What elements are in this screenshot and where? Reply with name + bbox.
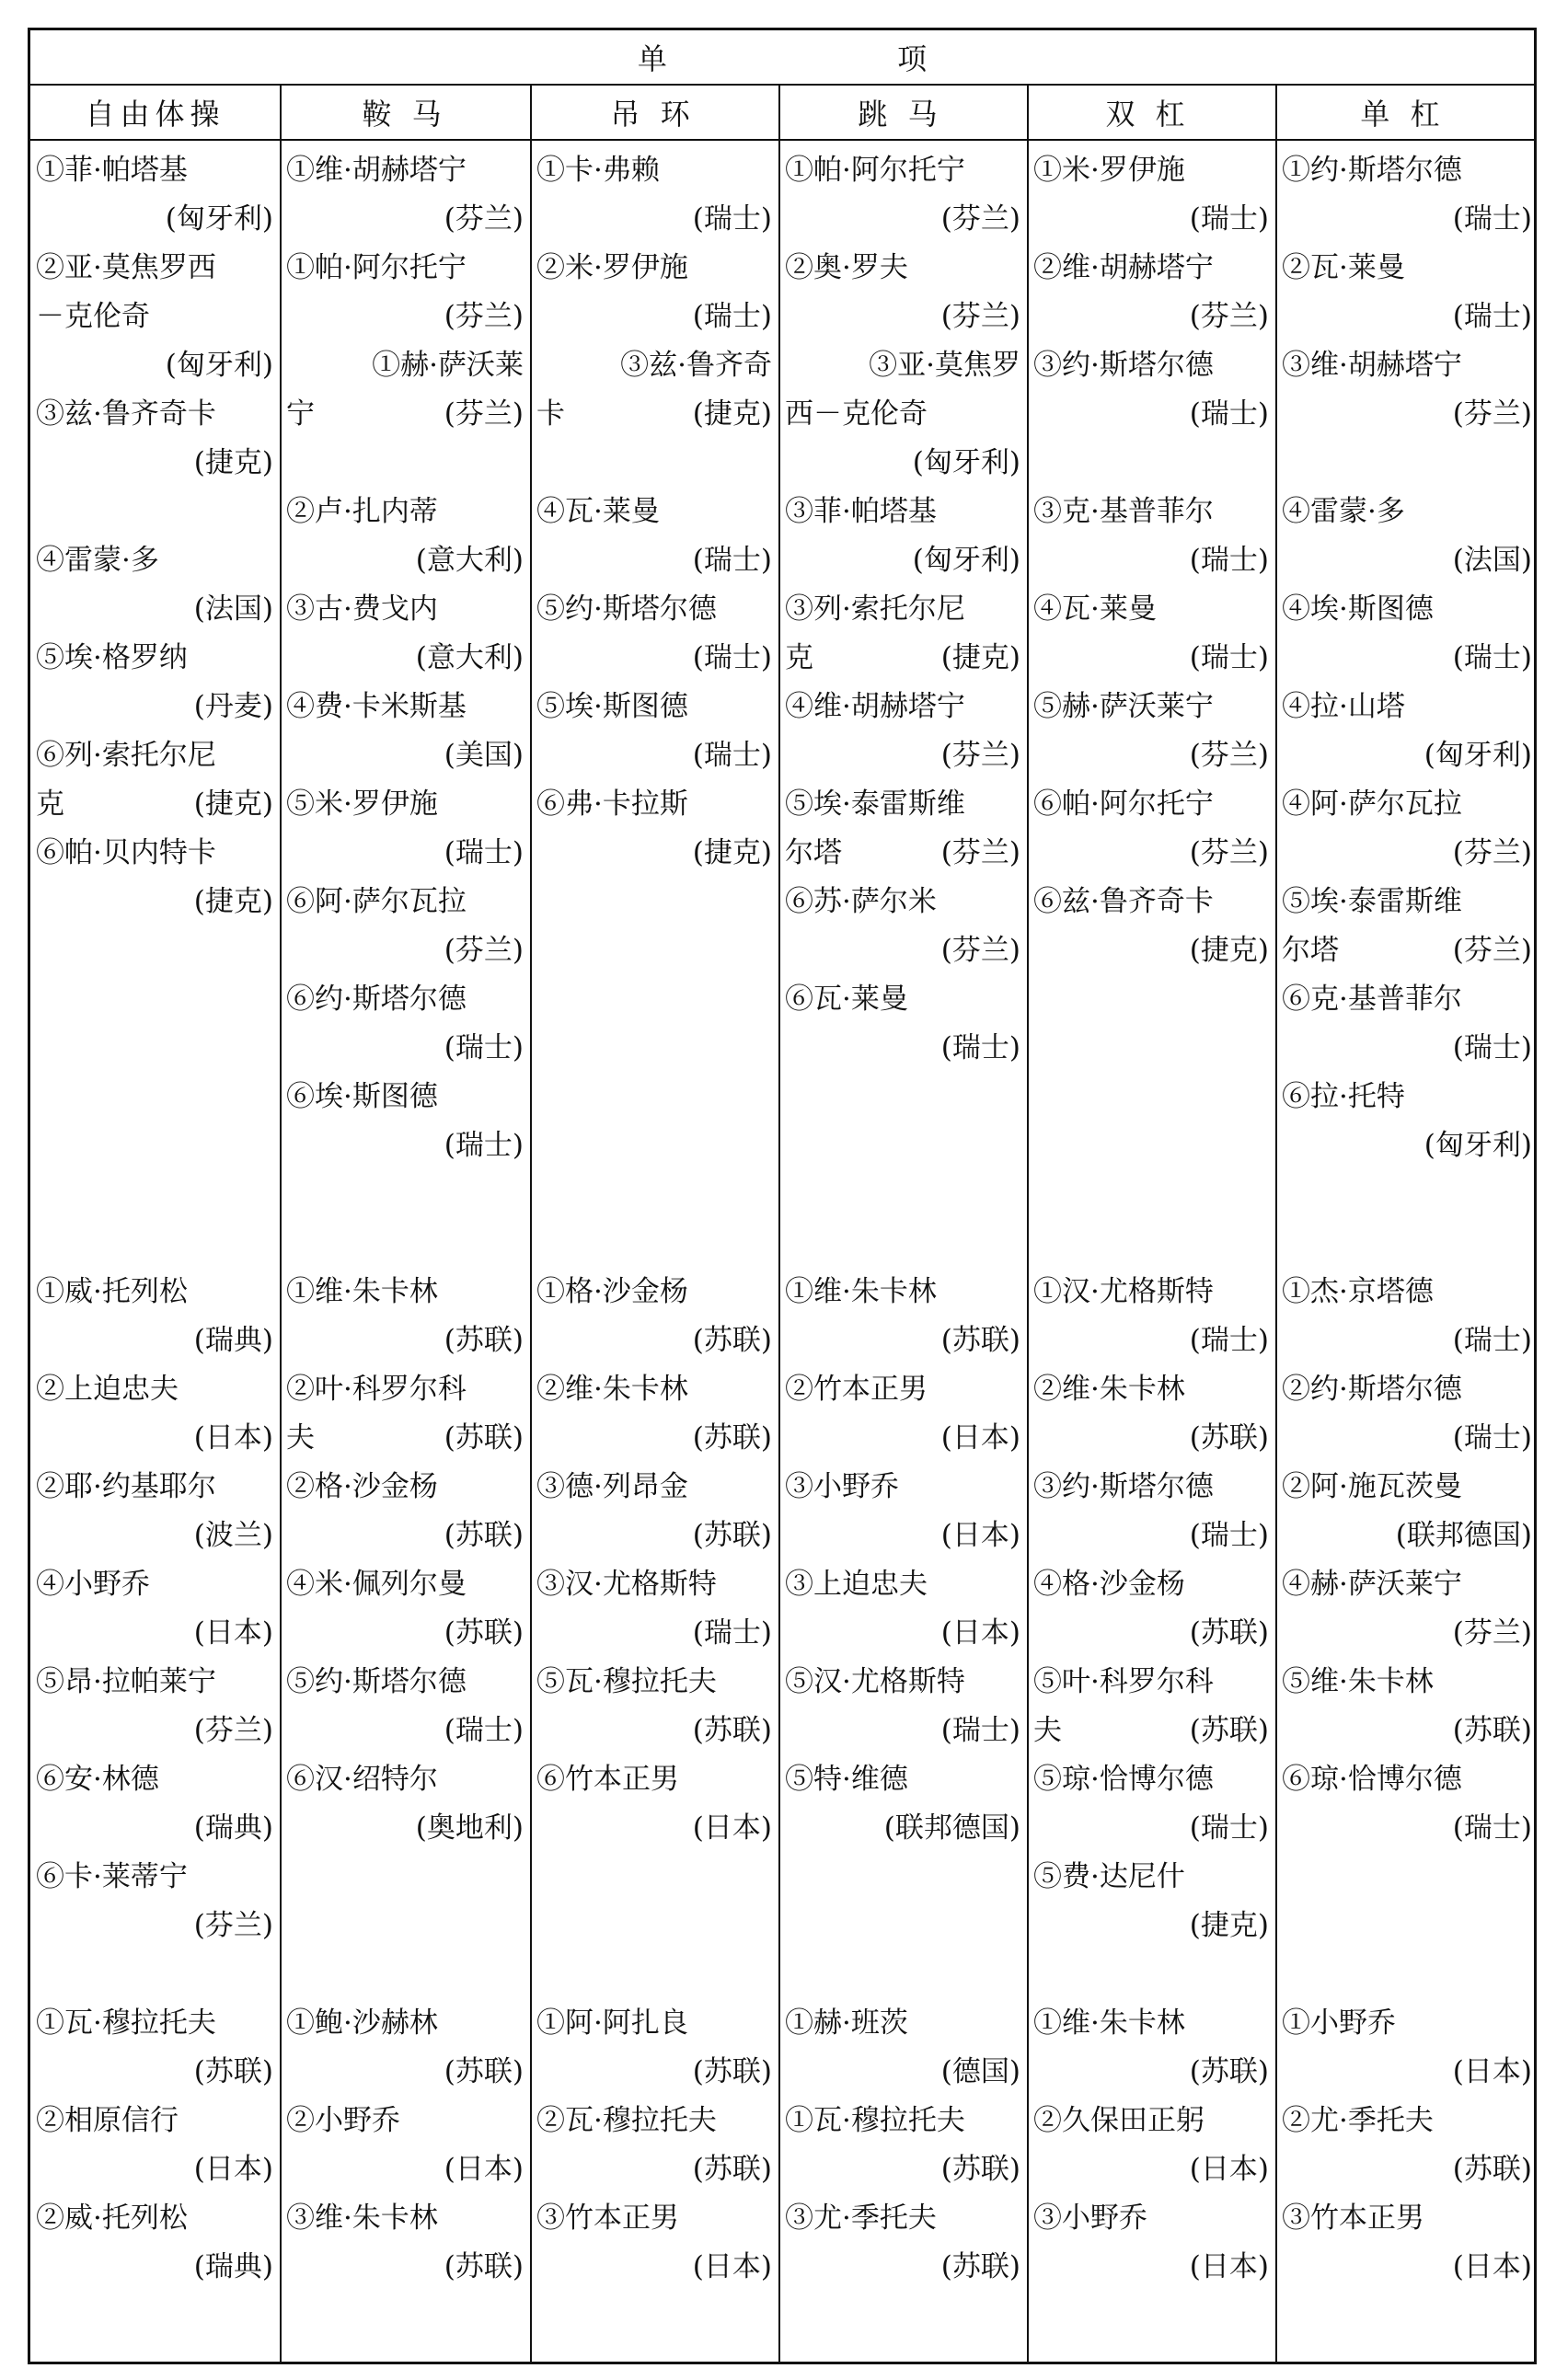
- cell-line: ⑥列·索托尔尼: [36, 739, 216, 772]
- cell-text: 卡: [536, 397, 565, 431]
- cell-line: (芬兰): [1452, 836, 1532, 869]
- cell-line: ⑥克·基普菲尔: [1282, 983, 1462, 1016]
- cell-line: (瑞士): [1189, 202, 1269, 236]
- cell-line: ③维·胡赫塔宁: [1282, 349, 1462, 382]
- cell-line: ③克·基普菲尔: [1033, 495, 1214, 528]
- cell-line: (芬兰): [1189, 836, 1269, 869]
- cell-line: (瑞士): [1452, 1031, 1532, 1064]
- cell-country: (芬兰): [1452, 934, 1532, 967]
- cell-line: (苏联): [444, 1519, 524, 1552]
- cell-line: (瑞士): [692, 641, 772, 674]
- cell-line: ①瓦·穆拉托夫: [36, 2006, 216, 2040]
- cell-line: ①维·胡赫塔宁: [286, 154, 467, 187]
- cell-line: ③德·列昂金: [536, 1470, 688, 1503]
- cell-line: ③兹·鲁齐奇卡: [36, 397, 216, 431]
- cell-line: (芬兰): [444, 934, 524, 967]
- cell-line: (日本): [1452, 2250, 1532, 2283]
- cell-line: ③约·斯塔尔德: [1033, 349, 1214, 382]
- cell-line: ⑥瓦·莱曼: [785, 983, 908, 1016]
- cell-country: (捷克): [692, 397, 772, 431]
- cell-line: (苏联): [444, 2055, 524, 2088]
- cell-line: (芬兰): [444, 300, 524, 333]
- cell-line: (法国): [1452, 544, 1532, 577]
- cell-line: (意大利): [415, 641, 524, 674]
- cell-line: (匈牙利): [912, 446, 1020, 479]
- cell-line: (瑞士): [1452, 1421, 1532, 1454]
- cell-line: (法国): [193, 592, 273, 626]
- cell-line: (瑞典): [193, 1324, 273, 1357]
- cell-line: ④拉·山塔: [1282, 690, 1405, 723]
- cell-line: ①赫·班茨: [785, 2006, 908, 2040]
- cell-line: (苏联): [940, 1324, 1020, 1357]
- cell-line: (瑞士): [940, 1031, 1020, 1064]
- cell-line: ⑥约·斯塔尔德: [286, 983, 467, 1016]
- cell-line: ②威·托列松: [36, 2202, 188, 2235]
- cell-line: (苏联): [1189, 1421, 1269, 1454]
- cell-line: ①小野乔: [1282, 2006, 1396, 2040]
- cell-line: (苏联): [692, 1324, 772, 1357]
- cell-line: ①帕·阿尔托宁: [785, 154, 965, 187]
- cell-text: 夫: [1033, 1714, 1062, 1747]
- cell-line: ③竹本正男: [1282, 2202, 1424, 2235]
- column-header-floor: 自由体操: [85, 97, 225, 132]
- cell-line: (芬兰): [1189, 739, 1269, 772]
- cell-line: (捷克): [692, 836, 772, 869]
- cell-line: ③维·朱卡林: [286, 2202, 438, 2235]
- cell-line: ②亚·莫焦罗西: [36, 251, 216, 284]
- cell-line: ⑥埃·斯图德: [286, 1080, 438, 1113]
- cell-line: ⑤米·罗伊施: [286, 788, 438, 821]
- cell-line: (芬兰): [444, 202, 524, 236]
- cell-line: ②格·沙金杨: [286, 1470, 438, 1503]
- cell-line: (芬兰): [940, 739, 1020, 772]
- cell-line: ⑤瓦·穆拉托夫: [536, 1665, 717, 1698]
- cell-line: (瑞士): [1189, 641, 1269, 674]
- cell-country: (芬兰): [940, 836, 1020, 869]
- cell-line: (日本): [692, 1811, 772, 1845]
- cell-line: ⑥兹·鲁齐奇卡: [1033, 885, 1214, 918]
- cell-line: (苏联): [444, 1324, 524, 1357]
- cell-line: (日本): [940, 1519, 1020, 1552]
- cell-line: ③亚·莫焦罗: [869, 349, 1020, 382]
- cell-line: ④米·佩列尔曼: [286, 1568, 467, 1601]
- cell-line: (苏联): [692, 2153, 772, 2186]
- cell-line: ③小野乔: [785, 1470, 899, 1503]
- cell-line: (瑞士): [1189, 544, 1269, 577]
- cell-line: －克伦奇: [36, 300, 150, 333]
- cell-line: [779, 829, 1028, 878]
- cell-line: (苏联): [193, 2055, 273, 2088]
- cell-text: 夫: [286, 1421, 315, 1454]
- cell-line: ⑥竹本正男: [536, 1763, 679, 1796]
- cell-line: ④埃·斯图德: [1282, 592, 1434, 626]
- cell-line: ②上迫忠夫: [36, 1373, 179, 1406]
- cell-line: ②阿·施瓦茨曼: [1282, 1470, 1462, 1503]
- cell-line: (苏联): [1189, 1616, 1269, 1650]
- cell-line: ⑥汉·绍特尔: [286, 1763, 438, 1796]
- cell-line: ⑥琼·恰博尔德: [1282, 1763, 1462, 1796]
- cell-line: ②维·胡赫塔宁: [1033, 251, 1214, 284]
- cell-line: ①维·朱卡林: [785, 1275, 937, 1308]
- cell-line: ⑤埃·格罗纳: [36, 641, 188, 674]
- cell-line: ⑥拉·托特: [1282, 1080, 1405, 1113]
- cell-line: (奥地利): [415, 1811, 524, 1845]
- cell-line: ①阿·阿扎良: [536, 2006, 688, 2040]
- cell-line: (瑞典): [193, 1811, 273, 1845]
- cell-line: ①维·朱卡林: [1033, 2006, 1185, 2040]
- cell-line: ⑤埃·泰雷斯维: [785, 788, 965, 821]
- cell-line: ④格·沙金杨: [1033, 1568, 1185, 1601]
- cell-line: ⑤昂·拉帕莱宁: [36, 1665, 216, 1698]
- table-title: 单 项: [30, 30, 1534, 86]
- cell-line: (苏联): [1189, 2055, 1269, 2088]
- cell-line: (日本): [940, 1616, 1020, 1650]
- cell-line: (瑞士): [1189, 1519, 1269, 1552]
- cell-line: (芬兰): [1189, 300, 1269, 333]
- cell-line: (芬兰): [1452, 1616, 1532, 1650]
- cell-line: ①卡·弗赖: [536, 154, 660, 187]
- cell-line: (瑞士): [692, 300, 772, 333]
- cell-line: (瑞士): [1189, 397, 1269, 431]
- cell-text: 宁: [286, 397, 315, 431]
- cell-line: ④维·胡赫塔宁: [785, 690, 965, 723]
- cell-line: (瑞士): [692, 202, 772, 236]
- column-header-row: [30, 86, 1534, 141]
- cell-line: (日本): [1189, 2153, 1269, 2186]
- cell-line: (日本): [193, 2153, 273, 2186]
- cell-line: (美国): [444, 739, 524, 772]
- cell-line: (德国): [940, 2055, 1020, 2088]
- cell-line: (芬兰): [1452, 397, 1532, 431]
- column-header-rings: 吊 环: [610, 97, 696, 132]
- cell-line: ②尤·季托夫: [1282, 2104, 1434, 2137]
- cell-line: (苏联): [692, 1421, 772, 1454]
- cell-line: ③古·费戈内: [286, 592, 438, 626]
- cell-line: (芬兰): [940, 934, 1020, 967]
- cell-line: ②竹本正男: [785, 1373, 928, 1406]
- cell-line: (瑞士): [1452, 202, 1532, 236]
- cell-country: (捷克): [940, 641, 1020, 674]
- cell-line: (捷克): [1189, 934, 1269, 967]
- cell-line: (匈牙利): [165, 349, 273, 382]
- cell-line: (匈牙利): [912, 544, 1020, 577]
- cell-line: (日本): [940, 1421, 1020, 1454]
- cell-line: (日本): [193, 1616, 273, 1650]
- cell-line: (捷克): [1189, 1909, 1269, 1942]
- cell-line: ②卢·扎内蒂: [286, 495, 438, 528]
- cell-line: (苏联): [692, 2055, 772, 2088]
- cell-line: ⑥帕·阿尔托宁: [1033, 788, 1214, 821]
- cell-line: ①杰·京塔德: [1282, 1275, 1434, 1308]
- cell-line: ⑤特·维德: [785, 1763, 908, 1796]
- cell-text: 克: [785, 641, 813, 674]
- cell-line: ⑤琼·恰博尔德: [1033, 1763, 1214, 1796]
- column-header-parallel-bars: 双 杠: [1105, 97, 1191, 132]
- cell-line: ①赫·萨沃莱: [372, 349, 524, 382]
- cell-line: ②小野乔: [286, 2104, 400, 2137]
- cell-line: (芬兰): [193, 1714, 273, 1747]
- cell-line: (瑞士): [444, 836, 524, 869]
- cell-text: 尔塔: [1282, 934, 1339, 967]
- cell-line: (苏联): [692, 1519, 772, 1552]
- cell-line: ②瓦·莱曼: [1282, 251, 1405, 284]
- cell-line: ②叶·科罗尔科: [286, 1373, 467, 1406]
- cell-line: (苏联): [1452, 1714, 1532, 1747]
- cell-line: ⑥安·林德: [36, 1763, 159, 1796]
- cell-line: ①米·罗伊施: [1033, 154, 1185, 187]
- cell-line: [531, 390, 779, 439]
- cell-country: (苏联): [444, 1421, 524, 1454]
- cell-line: ④费·卡米斯基: [286, 690, 467, 723]
- cell-line: (匈牙利): [1423, 739, 1532, 772]
- cell-line: [281, 390, 531, 439]
- cell-line: (瑞士): [692, 1616, 772, 1650]
- cell-line: [281, 1414, 531, 1463]
- cell-line: ②久保田正躬: [1033, 2104, 1204, 2137]
- cell-line: ②维·朱卡林: [536, 1373, 688, 1406]
- cell-line: ③列·索托尔尼: [785, 592, 965, 626]
- cell-line: (丹麦): [193, 690, 273, 723]
- cell-line: (瑞士): [1452, 300, 1532, 333]
- cell-line: (日本): [193, 1421, 273, 1454]
- cell-line: ⑥苏·萨尔米: [785, 885, 937, 918]
- cell-line: (苏联): [940, 2153, 1020, 2186]
- cell-line: (瑞士): [1189, 1811, 1269, 1845]
- cell-line: [1276, 926, 1539, 975]
- cell-line: ①约·斯塔尔德: [1282, 154, 1462, 187]
- results-table: [28, 28, 1537, 2364]
- cell-line: (芬兰): [940, 300, 1020, 333]
- cell-line: [30, 780, 281, 829]
- cell-line: (日本): [1452, 2055, 1532, 2088]
- cell-line: ②米·罗伊施: [536, 251, 688, 284]
- cell-line: ③尤·季托夫: [785, 2202, 937, 2235]
- cell-line: (瑞士): [1452, 1811, 1532, 1845]
- cell-line: (瑞士): [444, 1714, 524, 1747]
- cell-line: ④阿·萨尔瓦拉: [1282, 788, 1462, 821]
- cell-line: ①鲍·沙赫林: [286, 2006, 438, 2040]
- cell-line: (瑞士): [1452, 641, 1532, 674]
- cell-line: ③约·斯塔尔德: [1033, 1470, 1214, 1503]
- cell-line: ③兹·鲁齐奇: [620, 349, 772, 382]
- cell-text: 克: [36, 788, 64, 821]
- cell-line: ④雷蒙·多: [1282, 495, 1405, 528]
- cell-line: ③汉·尤格斯特: [536, 1568, 717, 1601]
- cell-line: ⑥阿·萨尔瓦拉: [286, 885, 467, 918]
- cell-line: ⑤埃·泰雷斯维: [1282, 885, 1462, 918]
- cell-line: ④瓦·莱曼: [536, 495, 660, 528]
- cell-line: 西－克伦奇: [785, 397, 928, 431]
- cell-line: (瑞士): [940, 1714, 1020, 1747]
- cell-line: ⑤汉·尤格斯特: [785, 1665, 965, 1698]
- cell-line: (芬兰): [193, 1909, 273, 1942]
- cell-line: (瑞士): [692, 739, 772, 772]
- cell-line: ①瓦·穆拉托夫: [785, 2104, 965, 2137]
- cell-line: ②约·斯塔尔德: [1282, 1373, 1462, 1406]
- cell-line: (苏联): [1452, 2153, 1532, 2186]
- cell-line: ②耶·约基耶尔: [36, 1470, 216, 1503]
- column-header-vault: 跳 马: [858, 97, 943, 132]
- cell-line: ③上迫忠夫: [785, 1568, 928, 1601]
- cell-line: (联邦德国): [883, 1811, 1020, 1845]
- cell-line: (苏联): [692, 1714, 772, 1747]
- cell-line: ⑤约·斯塔尔德: [536, 592, 717, 626]
- cell-line: ④赫·萨沃莱宁: [1282, 1568, 1462, 1601]
- cell-line: ①菲·帕塔基: [36, 154, 188, 187]
- cell-line: ①维·朱卡林: [286, 1275, 438, 1308]
- cell-country: (苏联): [1189, 1714, 1269, 1747]
- cell-line: (瑞士): [444, 1031, 524, 1064]
- cell-line: ②维·朱卡林: [1033, 1373, 1185, 1406]
- cell-line: ③竹本正男: [536, 2202, 679, 2235]
- column-header-horizontal-bar: 单 杠: [1360, 97, 1446, 132]
- cell-line: ⑥帕·贝内特卡: [36, 836, 216, 869]
- cell-line: ⑥弗·卡拉斯: [536, 788, 688, 821]
- cell-line: ④小野乔: [36, 1568, 150, 1601]
- cell-line: (意大利): [415, 544, 524, 577]
- cell-line: ①威·托列松: [36, 1275, 188, 1308]
- cell-line: ③小野乔: [1033, 2202, 1147, 2235]
- cell-line: ④瓦·莱曼: [1033, 592, 1157, 626]
- cell-line: (匈牙利): [165, 202, 273, 236]
- cell-line: ⑤约·斯塔尔德: [286, 1665, 467, 1698]
- cell-line: (瑞士): [1189, 1324, 1269, 1357]
- cell-line: ⑤赫·萨沃莱宁: [1033, 690, 1214, 723]
- cell-line: ②相原信行: [36, 2104, 179, 2137]
- cell-line: (日本): [444, 2153, 524, 2186]
- cell-line: (瑞士): [692, 544, 772, 577]
- cell-country: (捷克): [193, 788, 273, 821]
- cell-line: (日本): [692, 2250, 772, 2283]
- cell-line: (瑞士): [1452, 1324, 1532, 1357]
- cell-line: ①汉·尤格斯特: [1033, 1275, 1214, 1308]
- cell-line: (苏联): [444, 1616, 524, 1650]
- cell-line: ①帕·阿尔托宁: [286, 251, 467, 284]
- cell-text: 尔塔: [785, 836, 842, 869]
- cell-line: [779, 634, 1028, 683]
- cell-line: (瑞士): [444, 1129, 524, 1162]
- cell-line: (捷克): [193, 446, 273, 479]
- cell-line: ④雷蒙·多: [36, 544, 159, 577]
- cell-line: (联邦德国): [1395, 1519, 1532, 1552]
- cell-line: (日本): [1189, 2250, 1269, 2283]
- cell-line: (匈牙利): [1423, 1129, 1532, 1162]
- cell-line: (波兰): [193, 1519, 273, 1552]
- cell-line: (捷克): [193, 885, 273, 918]
- cell-line: ①格·沙金杨: [536, 1275, 688, 1308]
- cell-line: (芬兰): [940, 202, 1020, 236]
- cell-line: ⑥卡·莱蒂宁: [36, 1860, 188, 1893]
- cell-line: ②奥·罗夫: [785, 251, 908, 284]
- cell-line: (瑞典): [193, 2250, 273, 2283]
- cell-line: ③菲·帕塔基: [785, 495, 937, 528]
- cell-country: (芬兰): [444, 397, 524, 431]
- cell-line: [1028, 1707, 1276, 1755]
- cell-line: ⑤埃·斯图德: [536, 690, 688, 723]
- cell-line: (苏联): [444, 2250, 524, 2283]
- cell-line: ⑤维·朱卡林: [1282, 1665, 1434, 1698]
- cell-line: (苏联): [940, 2250, 1020, 2283]
- cell-line: ⑤费·达尼什: [1033, 1860, 1185, 1893]
- cell-line: ②瓦·穆拉托夫: [536, 2104, 717, 2137]
- column-header-pommel-horse: 鞍 马: [362, 97, 447, 132]
- cell-line: ⑤叶·科罗尔科: [1033, 1665, 1214, 1698]
